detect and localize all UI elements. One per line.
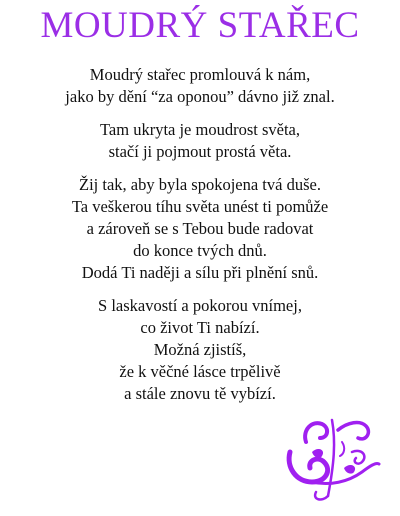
poem-line: a zároveň se s Tebou bude radovat [86,219,314,238]
poem-line: do konce tvých dnů. [133,241,267,260]
poem-title: MOUDRÝ STAŘEC [40,5,360,46]
poem-body [0,64,400,416]
poem-line: Tam ukryta je moudrost světa, [99,120,300,139]
poem-line: Moudrý stařec promlouvá k nám, [89,65,311,84]
purple-flourish-icon [282,412,382,504]
poem-line: Dodá Ti naději a sílu při plnění snů. [81,263,319,282]
poem-line: stačí ji pojmout prostá věta. [108,142,292,161]
poem-line: že k věčné lásce trpělivě [119,362,281,381]
poem-line: jako by dění “za oponou” dávno již znal. [65,87,335,106]
poem-line: Ta veškerou tíhu světa unést ti pomůže [71,197,329,216]
poem-line: a stále znovu tě vybízí. [124,384,276,403]
stanza-4 [0,295,400,405]
poem-line: S laskavostí a pokorou vnímej, [98,296,302,315]
poem-line: Možná zjistíš, [153,340,247,359]
poem-line: co život Ti nabízí. [140,318,260,337]
stanza-1 [0,64,400,108]
stanza-3 [0,174,400,284]
stanza-2 [0,119,400,163]
poem-line: Žij tak, aby byla spokojena tvá duše. [79,175,321,194]
